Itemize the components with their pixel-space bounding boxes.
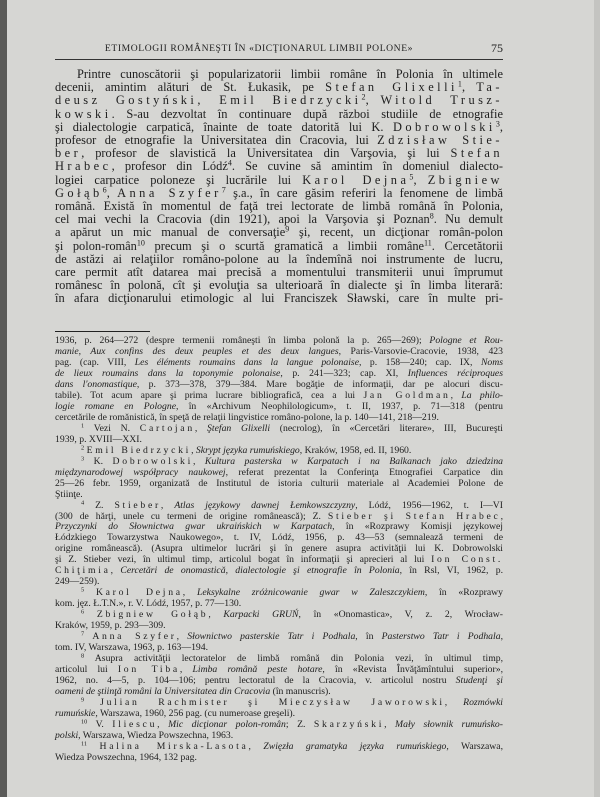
text-run: 25—26 febr. 1959, organizată de Institutul de istoria culturii materiale al Academiei Polone de [55, 477, 503, 489]
italic-text: Leksykalne zróżnicowanie gwar w Zaleszczykiem [196, 587, 425, 599]
page-edge-shadow [0, 0, 7, 797]
spaced-name: Witold Trusz- [380, 93, 503, 108]
text-run: , Paris-Varsovie-Cracovie, 1938, 423 [338, 345, 503, 357]
italic-text: Mały słownik rumuńsko- [395, 718, 503, 730]
spaced-name: kowski [55, 106, 112, 121]
text-run: Z. [84, 499, 115, 511]
italic-text: Cercetări de onomastică, dialectologie şi etnografie în Polonia [120, 565, 400, 577]
text-run: românesc în polonă, cît şi evoluţia sa ulterioară în dialecte şi în limba literară: [55, 278, 503, 293]
italic-text: dans l'onomastique [55, 378, 137, 390]
footnote-ref: 10 [136, 238, 145, 248]
text-run: , Lódź, 1956—1962, t. I—VI [355, 499, 504, 511]
footnote-ref: 11 [424, 238, 432, 248]
spaced-name: Stefan Glixelli [325, 80, 458, 95]
italic-text: Pologne et Rou- [429, 335, 503, 346]
text-run: ; Z. [285, 718, 314, 730]
text-run: , [191, 444, 196, 456]
footnote-ref: 11 [81, 740, 88, 748]
text-run: , în «Rozprawy Komisji językowej [332, 521, 504, 533]
running-title: ETIMOLOGII ROMÂNEŞTI ÎN «DICŢIONARUL LIMBII POLONE» [104, 43, 414, 54]
text-run: 249—259). [55, 576, 100, 588]
text-run: , [444, 696, 464, 708]
text-run: , [193, 455, 205, 467]
text-run: ş.a., în care găsim referiri la fenomene de limbă [225, 185, 504, 200]
text-run: , Warszawa, [446, 740, 504, 752]
italic-text: de lieux roumains dans la toponymie polonaise [55, 367, 281, 379]
text-run: kom. jęz. Ł.T.N.», r. V. Lódź, 1957, p. 77—130. [55, 598, 242, 610]
text-run: , referat prezentat la Conferinţa Etnografiei Carpatice din [225, 466, 503, 478]
spaced-name: Zbigniew Gołąb [96, 609, 209, 621]
text-run: profesor de etnografie la Universitatea din Cracovia, lui [55, 133, 378, 148]
text-run: , [179, 664, 193, 676]
text-run: care permit atît datarea mai precisă a momentului transmiterii unui împrumut [55, 265, 503, 280]
spaced-name: Iliescu [112, 718, 158, 730]
footnote [55, 698, 503, 720]
footnote-ref: 1 [457, 79, 462, 89]
spaced-name: Chiţimia [55, 565, 111, 577]
text-run: română. Există în momentul de faţă trei lectorate de limbă română în Polonia, [55, 199, 503, 214]
text-run: , [413, 172, 428, 187]
text-line [55, 479, 503, 490]
text-run: , [248, 740, 264, 752]
text-run: , [176, 631, 188, 643]
italic-text: Słownictwo pasterskie Tatr i Podhala [187, 631, 356, 643]
text-run: tom. IV, Warszawa, 1963, p. 163—194. [55, 642, 209, 654]
italic-text: Atlas językowy dawnej Łemkowszczyzny [174, 499, 356, 511]
footnote-ref: 4 [227, 159, 232, 168]
footnote [55, 501, 503, 589]
text-run: a apărut un mic manual de conversaţie [55, 225, 286, 240]
text-run: Vezi N. [84, 422, 140, 434]
spaced-name: Karol Dejna [95, 587, 183, 599]
text-run: de astăzi ai relaţiilor româno-polone au la îndemînă noi instrumente de lucru, [55, 251, 503, 266]
footnote [55, 457, 503, 501]
footnote-ref: 2 [81, 444, 85, 452]
text-run: , p. 373—378, 379—384. Mare bogăţie de informaţii, dar pe alocuri discu- [136, 378, 504, 390]
footnote-ref: 6 [102, 185, 107, 195]
footnote [55, 336, 503, 424]
text-run: , [384, 718, 396, 730]
text-run: şi polon-român [55, 238, 137, 253]
italic-text: Karpacki GRUŃ [223, 609, 299, 621]
footnote [55, 424, 503, 446]
footnote [55, 720, 503, 742]
italic-text: Ştefan Glixelli [207, 422, 271, 434]
spaced-name: Stieber şi Stefan Hrabec [327, 510, 501, 522]
italic-text: Les éléments roumains dans la langue polonaise [134, 356, 360, 368]
text-line [55, 753, 503, 764]
text-run: , Warszawa, 1960, 256 pag. (cu numeroase greşeli). [95, 707, 296, 719]
spaced-name: ber [55, 146, 82, 161]
text-run: Wiedza Powszechna, 1964, 132 pag. [55, 751, 197, 763]
text-run [84, 609, 97, 620]
spaced-name: Zbigniew [427, 172, 503, 187]
text-run: , [499, 119, 503, 134]
text-run: , în «Onomastica», V, z. 2, Wrocław- [298, 609, 503, 621]
footnote-ref: 6 [81, 608, 85, 616]
text-run: (300 de hărţi, unele cu termeni de origine românească); Z. [55, 510, 328, 522]
italic-text: Studenţi şi [455, 675, 503, 687]
footnote-ref: 1 [81, 422, 85, 430]
footnote-ref: 10 [81, 718, 88, 726]
footnote-ref: 5 [409, 172, 414, 182]
text-run: Printre cunoscătorii şi popularizatorii limbii române în Polonia în ultimele [77, 67, 503, 81]
spaced-name: Zdzisław Stie- [377, 133, 504, 148]
spaced-name: Emil Biedrzycki [86, 444, 192, 456]
text-run: , [450, 389, 462, 401]
text-run: , [110, 565, 121, 577]
text-line [55, 292, 503, 305]
text-run: Kraków, 1959, p. 293—309. [55, 620, 166, 632]
text-run: origine românească). (Asupra ultimelor lucrări şi în genere asupra activităţii lui K. Dobrowolski [55, 543, 503, 555]
footnote-ref: 5 [81, 586, 85, 594]
text-run: , în «Archivum Neophilologicum», t. II, 1937, p. 71—318 (pentru [176, 400, 503, 412]
footnote-ref: 4 [81, 499, 85, 507]
text-run: articolul lui [55, 664, 118, 676]
text-run: , [160, 499, 175, 511]
spaced-name: Ion Tiba [117, 664, 180, 676]
paragraph [55, 68, 503, 306]
italic-text: międzynarodowej współpracy naukowej [55, 466, 226, 478]
text-run: (necrolog), în «Cercetări literare», III, Bucureşti [270, 422, 503, 434]
page-number: 75 [491, 41, 503, 55]
italic-text: oameni de ştiinţă români la Universitatea din Cracovia [55, 686, 271, 697]
italic-text: Influences réciproques [407, 367, 504, 379]
text-run: . S-au dezvoltat în continuare după război studiile de etnografie [111, 106, 503, 121]
footnote-ref: 9 [81, 696, 85, 704]
spaced-name: Dobrowolski [392, 119, 496, 134]
footnote-ref: 9 [285, 225, 290, 235]
spaced-name: Halina Mirska-Lasota [99, 740, 249, 752]
italic-text: rumuńskie [55, 707, 96, 719]
footnote [55, 632, 503, 654]
text-run: , [365, 93, 381, 108]
body-text [55, 68, 503, 306]
spaced-name: Ta- [476, 80, 503, 95]
italic-text: Zwięzła gramatyka języka rumuńskiego [263, 740, 447, 752]
text-run: , profesor de slavistică la Universitatea din Varşovia, şi lui [81, 146, 451, 161]
italic-text: manie, Aux confins des deux peuples et des deux langues [55, 345, 339, 357]
spaced-name: Skarzyński [313, 718, 385, 730]
text-run: , [208, 609, 224, 621]
italic-text: Mic dicţionar polon-român [168, 718, 286, 730]
footnote [55, 654, 503, 698]
spaced-name: Cartojan [139, 422, 195, 434]
text-run: 1936, p. 264—272 (despre termenii româneşti în limba polonă la p. 265—269); [55, 335, 430, 346]
footnote-ref: 3 [495, 119, 500, 129]
text-run: , Warszawa, Wiedza Powszechna, 1963. [78, 729, 234, 741]
text-run: K. [84, 455, 113, 467]
text-run: , în [355, 631, 382, 643]
footnote-ref: 8 [429, 211, 434, 221]
text-run: , Kraków, 1958, ed. II, 1960. [299, 444, 412, 456]
text-run: , [157, 718, 169, 730]
spaced-name: Anna Szyfer [92, 631, 177, 643]
text-run: cercetările de romănistică, în speţă de relaţii lingvistice româno-polone, la p. 140—141, 218—219. [55, 411, 439, 423]
text-run: , în Rsl, VI, 1962, p. [399, 565, 503, 577]
text-run: , profesor din Lódź [111, 159, 228, 174]
text-run: Ştiinţe. [55, 488, 83, 500]
italic-text: Limba română peste hotare [192, 664, 323, 676]
italic-text: logie romane en Pologne [55, 400, 176, 412]
italic-text: polski [55, 729, 79, 741]
italic-text: Pasterstwo Tatr i Podhala [381, 631, 501, 643]
footnote-ref: 7 [221, 185, 226, 195]
footnote [55, 588, 503, 610]
spaced-name: Gołąb [55, 185, 103, 200]
text-run: , [461, 80, 477, 95]
spaced-name: Dobrowolski [112, 455, 194, 467]
text-run: şi dialectologie carpatică, înainte de toate datorită lui K. [55, 119, 393, 134]
italic-text: Kultura pasterska w Karpatach i na Balkanach jako dziedzina [204, 455, 504, 467]
footnote [55, 742, 503, 764]
text-run: 1962, no. 4—5, p. 104—106; pentru lectoratul de la Cracovia, v. articolul nostru [55, 675, 456, 687]
text-run: , p. 158—240; cap. IX, [359, 356, 481, 368]
footnote-ref: 2 [361, 92, 366, 102]
text-run: cel mai vechi la Cracovia (din 1921), apoi la Varşovia şi Poznan [55, 212, 430, 227]
text-run: . Cercetătorii [431, 238, 503, 253]
italic-text: Skrypt języka rumuńskiego [195, 444, 300, 456]
text-run: Łódzkiego Towarzystwa Naukowego», t. IV, Lódź, 1956, p. 43—53 (semnalează termeni de [55, 532, 503, 544]
italic-text: Noms [480, 356, 504, 368]
footnote-ref: 8 [81, 652, 85, 660]
text-run: şi, recent, un dicţionar român-polon [289, 225, 503, 240]
italic-text: La philo- [461, 389, 504, 401]
text-run: (în manuscris). [270, 686, 331, 697]
text-run: 1939, p. XVIII—XXI. [55, 433, 142, 445]
text-run [87, 741, 99, 752]
text-run: pag. (cap. VIII, [55, 356, 135, 368]
footnotes [55, 336, 503, 764]
text-run: precum şi o scurtă gramatică a limbii române [144, 238, 425, 253]
text-run: . Nu demult [433, 212, 504, 227]
italic-text: Przyczynki do Słownictwa gwar ukraińskich w Karpatach [55, 521, 333, 533]
spaced-name: Ion Const. [431, 554, 503, 566]
text-run: , [194, 422, 208, 434]
text-run: , [182, 587, 197, 599]
italic-text: Rozmówki [463, 696, 503, 708]
text-run: decenii, amintim alături de St. Łukasik, pe [55, 80, 326, 95]
spaced-name: Stefan [450, 146, 503, 161]
footnote [55, 610, 503, 632]
page-edge-right [594, 0, 600, 797]
text-run: Asupra activităţii lectoratelor de limbă română din Polonia vezi, în ultimul timp, [84, 653, 503, 665]
text-run: , în «Rozprawy [424, 587, 504, 599]
text-run: . Se cuvine să amintim în domeniul dialecto- [231, 159, 503, 174]
text-line [55, 566, 503, 577]
spaced-name: Hrabec [55, 159, 112, 174]
spaced-name: Anna Szyfer [117, 185, 222, 200]
spaced-name: Stieber [114, 499, 161, 511]
text-run: , [500, 631, 503, 643]
footnote-ref: 7 [81, 630, 85, 638]
text-run: , [500, 510, 503, 522]
footnote-separator [55, 331, 150, 332]
text-run: V. [87, 718, 113, 730]
spaced-name: deusz Gostyński, Emil Biedrzycki [55, 93, 362, 108]
text-run: în afara dicţionarului etimologic al lui Franciszek Sławski, care în multe pri- [55, 291, 503, 306]
spaced-name: Julian Rachmister şi Mieczysław Jaworowski [100, 696, 445, 708]
text-run: logiei carpatice poloneze şi lucrările lui [55, 172, 303, 187]
text-run: şi Z. Stieber vezi, în ultimul timp, articolul bogat în informaţii şi aprecieri al lui [55, 554, 432, 566]
text-run: tabile). Tot acum apare şi prima lucrare bibliografică, cea a lui [55, 389, 364, 401]
spaced-name: Karol Dejna [302, 172, 410, 187]
text-run [84, 587, 96, 598]
text-run: , p. 241—323; cap. XI, [280, 367, 408, 379]
text-run [84, 697, 100, 708]
text-run: , [106, 185, 118, 200]
footnote-ref: 3 [81, 455, 85, 463]
running-header [55, 41, 503, 60]
spaced-name: Jan Goldman [363, 389, 451, 401]
text-run: , în «Revista Învăţămîntului superior», [322, 664, 504, 676]
